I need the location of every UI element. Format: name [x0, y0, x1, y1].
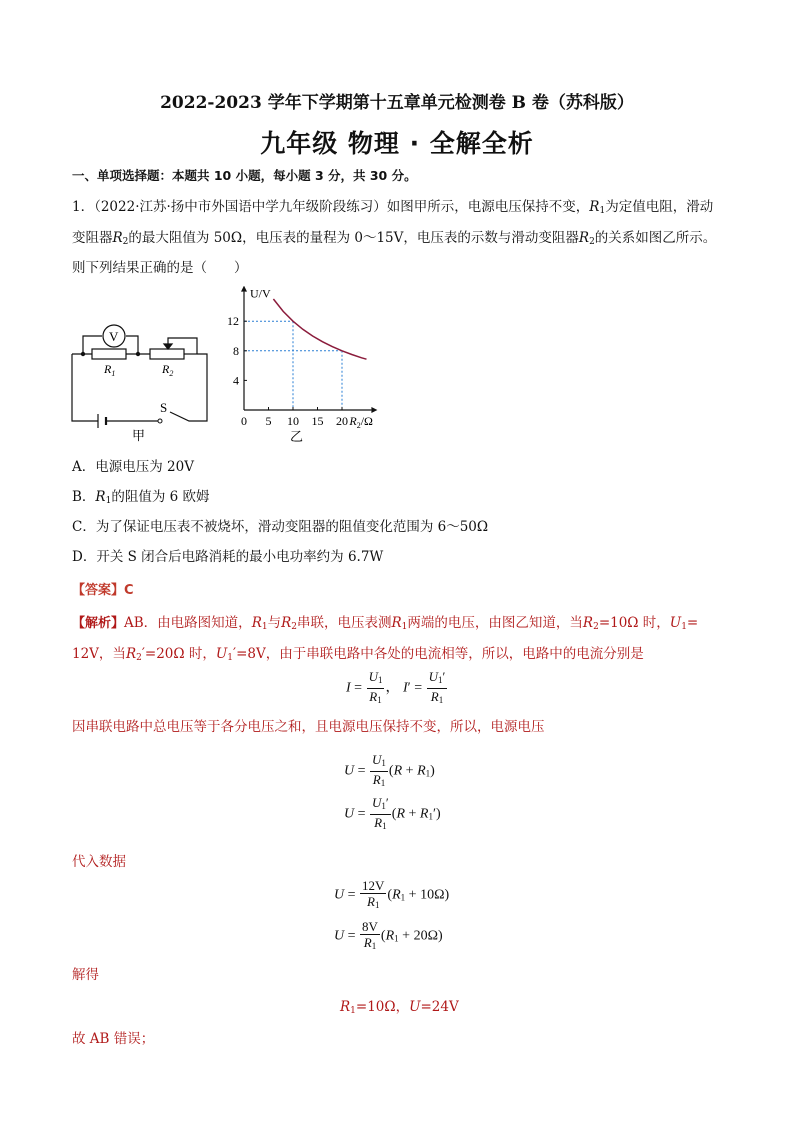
eq-symbol: R — [372, 772, 381, 787]
voltage-curve — [273, 299, 366, 359]
x-axis-label — [348, 414, 373, 430]
eq-symbol: R — [393, 763, 403, 779]
eq-symbol: R — [392, 887, 401, 903]
eq-sub: 1 — [400, 892, 406, 903]
symbol-sub: 1 — [105, 496, 112, 506]
symbol-sub: 1 — [227, 653, 234, 663]
eq-symbol: R — [340, 999, 351, 1015]
r2-subscript: 2 — [169, 369, 174, 378]
fraction — [360, 919, 380, 954]
fraction — [360, 878, 386, 913]
circuit-caption: 甲 — [132, 429, 146, 444]
eq-symbol: R — [417, 763, 426, 779]
x-axis-subscript: 2 — [356, 421, 361, 430]
eq-symbol: R — [396, 806, 405, 822]
eq-symbol: U — [409, 999, 421, 1015]
symbol-r: R — [281, 615, 292, 631]
answer-value: C — [124, 583, 134, 598]
analysis-text: 12V，当 — [72, 646, 126, 662]
symbol-r: R — [251, 615, 262, 631]
substitution-equation-2: U = $\frac{8V}{R_1}$ $(R_1 + 20\Omega)$ — [334, 919, 443, 954]
eq-sub: 1 — [382, 821, 387, 831]
fraction — [370, 795, 391, 834]
voltage-equation-1: U = $\frac{U_1}{R_1}$ $(R + R_1)$ — [344, 752, 435, 791]
voltage-resistance-graph — [220, 286, 390, 444]
question-text: 变阻器 — [72, 230, 113, 246]
question-line-2 — [72, 229, 716, 251]
fraction-numerator: 12V — [362, 878, 385, 893]
y-tick-label: 8 — [233, 343, 239, 358]
eq-symbol: R — [369, 689, 378, 704]
document-subtitle: 九年级 物理 · 全解全析 — [260, 129, 534, 158]
fraction-numerator: 8V — [362, 919, 378, 934]
option-b-text: 的阻值为 6 欧姆 — [111, 489, 210, 505]
eq-sub: 1 — [381, 801, 386, 811]
graph-ticks — [227, 314, 348, 428]
symbol-sub: 2 — [593, 622, 599, 632]
switch-label: S — [160, 400, 168, 415]
x-tick-label: 20 — [336, 414, 348, 428]
fraction-denominator — [370, 815, 391, 834]
option-d: D．开关 S 闭合后电路消耗的最小电功率约为 6.7W — [72, 549, 384, 565]
symbol-sub: 1 — [681, 622, 687, 632]
option-b — [72, 488, 210, 510]
graph-guides — [244, 321, 342, 410]
question-line-1 — [72, 198, 713, 220]
eq-sub: 1 — [381, 758, 386, 768]
eq-sub: 1 — [377, 695, 382, 705]
y-tick-label: 4 — [233, 373, 239, 388]
analysis-text: 两端的电压，由图乙知道，当 — [407, 615, 583, 631]
question-text: 的关系如图乙所示。 — [594, 230, 717, 246]
symbol-sub: 2 — [291, 622, 297, 632]
analysis-label: 【解析】 — [72, 616, 125, 631]
analysis-text: = — [686, 615, 699, 631]
symbol-sub: 1 — [261, 622, 268, 632]
eq-sub: 1 — [438, 695, 444, 705]
x-tick-label: 5 — [265, 414, 272, 428]
symbol-r: R — [95, 489, 106, 505]
x-axis-unit: /Ω — [360, 414, 373, 428]
option-b-prefix: B． — [72, 489, 96, 505]
fraction — [427, 669, 448, 708]
analysis-text: ′=20Ω 时， — [141, 646, 216, 662]
voltmeter-label: V — [109, 329, 119, 344]
eq-symbol: R — [367, 894, 375, 909]
analysis-line-4: 代入数据 — [72, 854, 126, 870]
eq-value: 10Ω — [420, 887, 445, 903]
eq-sub: 1 — [394, 933, 399, 944]
symbol-sub: 1 — [401, 622, 408, 632]
option-c: C．为了保证电压表不被烧坏，滑动变阻器的阻值变化范围为 6～50Ω — [72, 519, 489, 535]
fraction — [370, 752, 388, 791]
symbol-sub: 1 — [599, 206, 606, 216]
fraction-denominator — [370, 772, 388, 791]
fraction-numerator: $U_1'$ — [427, 669, 448, 689]
y-tick-label: 12 — [227, 314, 239, 329]
r1-subscript: 1 — [111, 369, 116, 378]
eq-symbol: U — [428, 669, 438, 684]
symbol-u: U — [215, 646, 228, 662]
answer-line — [72, 582, 134, 600]
question-text: 如图甲所示，电源电压保持不变， — [386, 199, 590, 215]
eq-symbol: U — [334, 887, 345, 903]
eq-symbol: R — [363, 935, 372, 950]
x-tick-label: 15 — [311, 414, 324, 428]
eq-sub: 1 — [380, 778, 386, 788]
symbol-r: R — [578, 230, 590, 246]
symbol-r: R — [582, 615, 594, 631]
r1-label — [103, 362, 115, 378]
analysis-text: ′=8V， — [233, 646, 280, 662]
eq-symbol: R — [385, 928, 395, 944]
symbol-sub: 2 — [589, 237, 595, 247]
result-r1: =10Ω， — [355, 999, 410, 1015]
eq-symbol: U — [368, 669, 378, 684]
eq-symbol: I — [346, 680, 351, 696]
y-axis-label: U/V — [250, 286, 271, 301]
x-tick-label: 0 — [241, 414, 247, 428]
analysis-text: AB．由电路图知道， — [124, 615, 252, 631]
eq-symbol: R — [419, 806, 429, 822]
symbol-sub: 2 — [136, 653, 142, 663]
analysis-text: 由于串联电路中各处的电流相等，所以，电路中的电流分别是 — [279, 646, 644, 662]
eq-symbol: R — [374, 815, 383, 830]
x-axis-symbol: R — [349, 414, 357, 428]
fraction-numerator — [367, 669, 385, 689]
analysis-line-5: 解得 — [72, 967, 99, 983]
eq-symbol: R — [430, 689, 439, 704]
fraction-denominator — [360, 935, 380, 954]
r1-letter: R — [104, 362, 112, 376]
y-axis-arrow — [241, 286, 247, 292]
x-axis-arrow — [371, 407, 377, 413]
fraction — [367, 669, 385, 708]
result-u: =24V — [420, 999, 459, 1015]
r2-label — [161, 362, 173, 378]
fraction-numerator — [370, 752, 388, 772]
question-text: 为定值电阻，滑动 — [605, 199, 714, 215]
analysis-text: 串联，电压表测 — [297, 615, 392, 631]
analysis-line-6: 故 AB 错误； — [72, 1031, 155, 1047]
eq-symbol: U — [344, 763, 355, 779]
eq-sub: 1 — [350, 1006, 356, 1016]
eq-value: 20Ω — [413, 928, 438, 944]
analysis-text: 与 — [267, 615, 282, 631]
graph-axes — [241, 286, 377, 413]
result-line — [340, 998, 459, 1020]
eq-sub: 1 — [377, 675, 383, 685]
fraction-numerator: $U_1'$ — [370, 795, 391, 815]
question-number: 1． — [72, 199, 95, 215]
r2-letter: R — [162, 362, 170, 376]
substitution-equation-1: U = $\frac{12V}{R_1}$ $(R_1 + 10\Omega)$ — [334, 878, 449, 913]
fraction-denominator — [360, 894, 386, 913]
question-text: 的最大阻值为 50Ω，电压表的量程为 0～15V，电压表的示数与滑动变阻器 — [128, 230, 579, 246]
graph-caption: 乙 — [290, 430, 304, 444]
analysis-text: =10Ω 时， — [598, 615, 670, 631]
option-a: A．电源电压为 20V — [72, 459, 194, 475]
symbol-r: R — [125, 646, 137, 662]
eq-symbol: U — [344, 806, 355, 822]
eq-sub: 1 — [371, 941, 377, 951]
analysis-line-2 — [72, 645, 644, 667]
answer-label: 【答案】 — [72, 583, 125, 598]
question-source: （2022·江苏·扬中市外国语中学九年级阶段练习） — [94, 199, 387, 215]
eq-sub: 1 — [374, 900, 380, 910]
eq-symbol: U — [372, 795, 382, 810]
fraction-denominator — [427, 689, 448, 708]
circuit-diagram — [64, 314, 224, 444]
section-heading: 一、单项选择题：本题共 10 小题，每小题 3 分，共 30 分。 — [72, 168, 417, 183]
voltage-equation-2: U = $\frac{U_1'}{R_1}$ $(R + R_1')$ — [344, 795, 441, 834]
question-line-3: 则下列结果正确的是（ ） — [72, 260, 248, 276]
eq-symbol: I — [402, 680, 408, 696]
x-tick-label: 10 — [287, 414, 299, 428]
eq-sub: 1 — [438, 675, 443, 685]
symbol-r: R — [112, 230, 123, 246]
eq-sub: 1 — [425, 768, 431, 779]
analysis-line-1 — [72, 614, 698, 636]
eq-symbol: U — [334, 928, 345, 944]
eq-symbol: U — [372, 752, 382, 767]
current-equation: I = $\frac{U_1}{R_1}$ ， I′ = $\frac{U_1'}{R_1}$ — [346, 669, 448, 708]
analysis-line-3: 因串联电路中总电压等于各分电压之和，且电源电压保持不变，所以，电源电压 — [72, 719, 545, 735]
symbol-sub: 2 — [122, 237, 129, 247]
symbol-r: R — [589, 199, 600, 215]
symbol-u: U — [669, 615, 682, 631]
document-title: 2022-2023 学年下学期第十五章单元检测卷 B 卷（苏科版） — [160, 93, 634, 113]
eq-sub: 1 — [428, 811, 433, 822]
fraction-denominator — [367, 689, 385, 708]
symbol-r: R — [391, 615, 402, 631]
